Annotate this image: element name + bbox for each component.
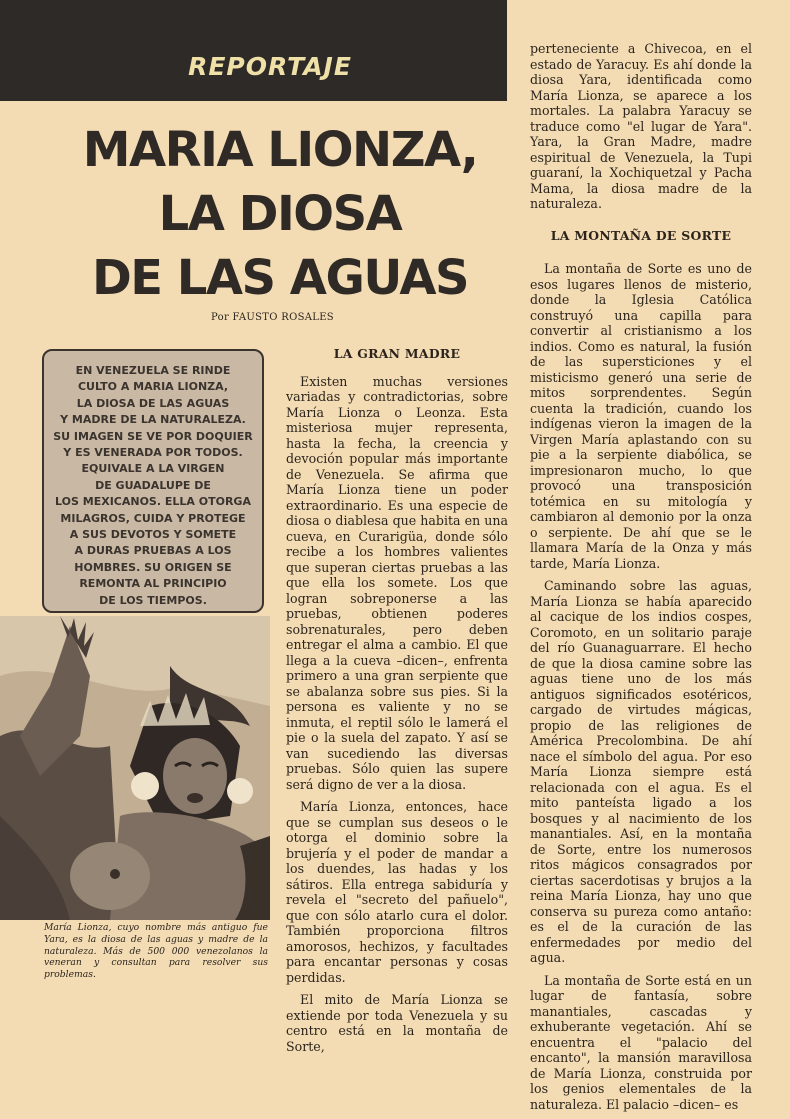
- paragraph: La montaña de Sorte es uno de esos lugares llenos de misterio, donde la Iglesia Católica construyó una capilla para convertir al cristianismo a los indios. Como es natural, la fusión de las supersticiones y el misticismo generó una serie de mitos sorprendentes. Según cuenta la tradición, cuando los indígenas vieron la imagen de la Virgen María aplastando con su pie a la serpiente diabólica, se impresionaron mucho, lo que provocó una transposición totémica en su mitología y cambiaron al demonio por la onza o serpiente. De ahí que se le llamara María de la Onza y más tarde, María Lionza.: [530, 261, 752, 571]
- title-line-1: MARIA LIONZA,: [82, 122, 478, 178]
- callout-line: MILAGROS, CUIDA Y PROTEGE: [60, 511, 246, 525]
- callout-line: LA DIOSA DE LAS AGUAS: [76, 396, 230, 410]
- callout-line: REMONTA AL PRINCIPIO: [79, 577, 227, 591]
- callout-line: A SUS DEVOTOS Y SOMETE: [69, 528, 237, 542]
- callout-line: EN VENEZUELA SE RINDE: [75, 364, 231, 377]
- photo-illustration: [0, 616, 270, 920]
- paragraph: Existen muchas versiones variadas y contradictorias, sobre María Lionza o Leonza. Esta misteriosa mujer representa, hasta la fecha, la creencia y devoción popular más importante de Venezuela. Se afirma que María Lionza tiene un poder extraordinario. Es una especie de diosa o diablesa que habita en una cueva, en Curarigüa, donde sólo recibe a los hombres valientes que superan ciertas pruebas a las que ella los somete. Los que logran sobreponerse a las pruebas, obtienen poderes sobrenaturales, pero deben entregar el alma a cambio. El que llega a la cueva –dicen–, enfrenta primero a una gran serpiente que se abalanza sobre sus pies. Si la persona es valiente y no se inmuta, el reptil sólo le lamerá el pie o la suela del zapato. Y así se van sucediendo las diversas pruebas. Sólo quien las supere será digno de ver a la diosa.: [286, 373, 508, 792]
- callout-line: DE LOS TIEMPOS.: [99, 593, 207, 607]
- section-label: REPORTAJE: [188, 52, 352, 81]
- maria-lionza-photo: [0, 616, 270, 920]
- paragraph: El mito de María Lionza se extiende por toda Venezuela y su centro está en la montaña de Sorte,: [286, 992, 508, 1054]
- callout-line: CULTO A MARIA LIONZA,: [77, 380, 229, 394]
- paragraph: perteneciente a Chivecoa, en el estado de Yaracuy. Es ahí donde la diosa Yara, identificada como María Lionza, se aparece a los mortales. La palabra Yaracuy se traduce como "el lugar de Yara". Yara, la Gran Madre, madre espiritual de Venezuela, la Tupi guaraní, la Xochiquetzal y Pacha Mama, la diosa madre de la naturaleza.: [530, 41, 752, 211]
- paragraph: Caminando sobre las aguas, María Lionza se había aparecido al cacique de los indios cospes, Coromoto, en un solitario paraje del río Guanaguarrare. El hecho de que la diosa camine sobre las aguas tiene uno de los más antiguos significados esotéricos, cargado de virtudes mágicas, propio de las religiones de América Precolombina. De ahí nace el símbolo del agua. Por eso María Lionza siempre está relacionada con el agua. Es el mito panteísta ligado a los bosques y al nacimiento de los manantiales. Así, en la montaña de Sorte, entre los numerosos ritos mágicos consagrados por ciertas sacerdotisas y brujos a la reina María Lionza, hay uno que conserva su pureza como antaño: es el de la curación de las enfermedades por medio del agua.: [530, 578, 752, 965]
- article-title: [60, 118, 500, 310]
- title-line-2: LA DIOSA: [158, 186, 402, 242]
- callout-line: Y MADRE DE LA NATURALEZA.: [60, 413, 246, 427]
- callout-line: SU IMAGEN SE VE POR DOQUIER: [53, 429, 253, 443]
- section-heading: LA MONTAÑA DE SORTE: [550, 227, 732, 243]
- callout-line: Y ES VENERADA POR TODOS.: [63, 446, 243, 460]
- paragraph: La montaña de Sorte está en un lugar de fantasía, sobre manantiales, cascadas y exhuberante vegetación. Ahí se encuentra el "palacio del encanto", la mansión maravillosa de María Lionza, construida por los genios elementales de la naturaleza. El palacio –dicen– es: [530, 972, 752, 1112]
- callout-box: [42, 349, 264, 613]
- photo-caption: María Lionza, cuyo nombre más antiguo fue Yara, es la diosa de las aguas y madre de la naturaleza. Más de 500 000 venezolanos la veneran y consultan para resolver sus problemas.: [44, 922, 268, 981]
- callout-line: EQUIVALE A LA VIRGEN: [81, 462, 225, 476]
- callout-line: DE GUADALUPE DE: [95, 478, 211, 492]
- paragraph: María Lionza, entonces, hace que se cumplan sus deseos o le otorga el dominio sobre la brujería y el poder de mandar a los duendes, las hadas y los sátiros. Ella entrega sabiduría y revela el "secreto del pañuelo", que con sólo atarlo cura el dolor. También proporciona filtros amorosos, hechizos, y facultades para encantar personas y cosas perdidas.: [286, 799, 508, 985]
- section-banner: [0, 0, 507, 101]
- middle-column: [286, 346, 508, 1061]
- byline: Por FAUSTO ROSALES: [211, 312, 334, 323]
- section-heading: LA GRAN MADRE: [333, 346, 461, 361]
- callout-line: A DURAS PRUEBAS A LOS: [74, 544, 232, 558]
- callout-line: LOS MEXICANOS. ELLA OTORGA: [55, 495, 251, 509]
- title-line-3: DE LAS AGUAS: [91, 250, 469, 306]
- callout-line: HOMBRES. SU ORIGEN SE: [74, 560, 232, 574]
- right-column: [530, 41, 752, 1119]
